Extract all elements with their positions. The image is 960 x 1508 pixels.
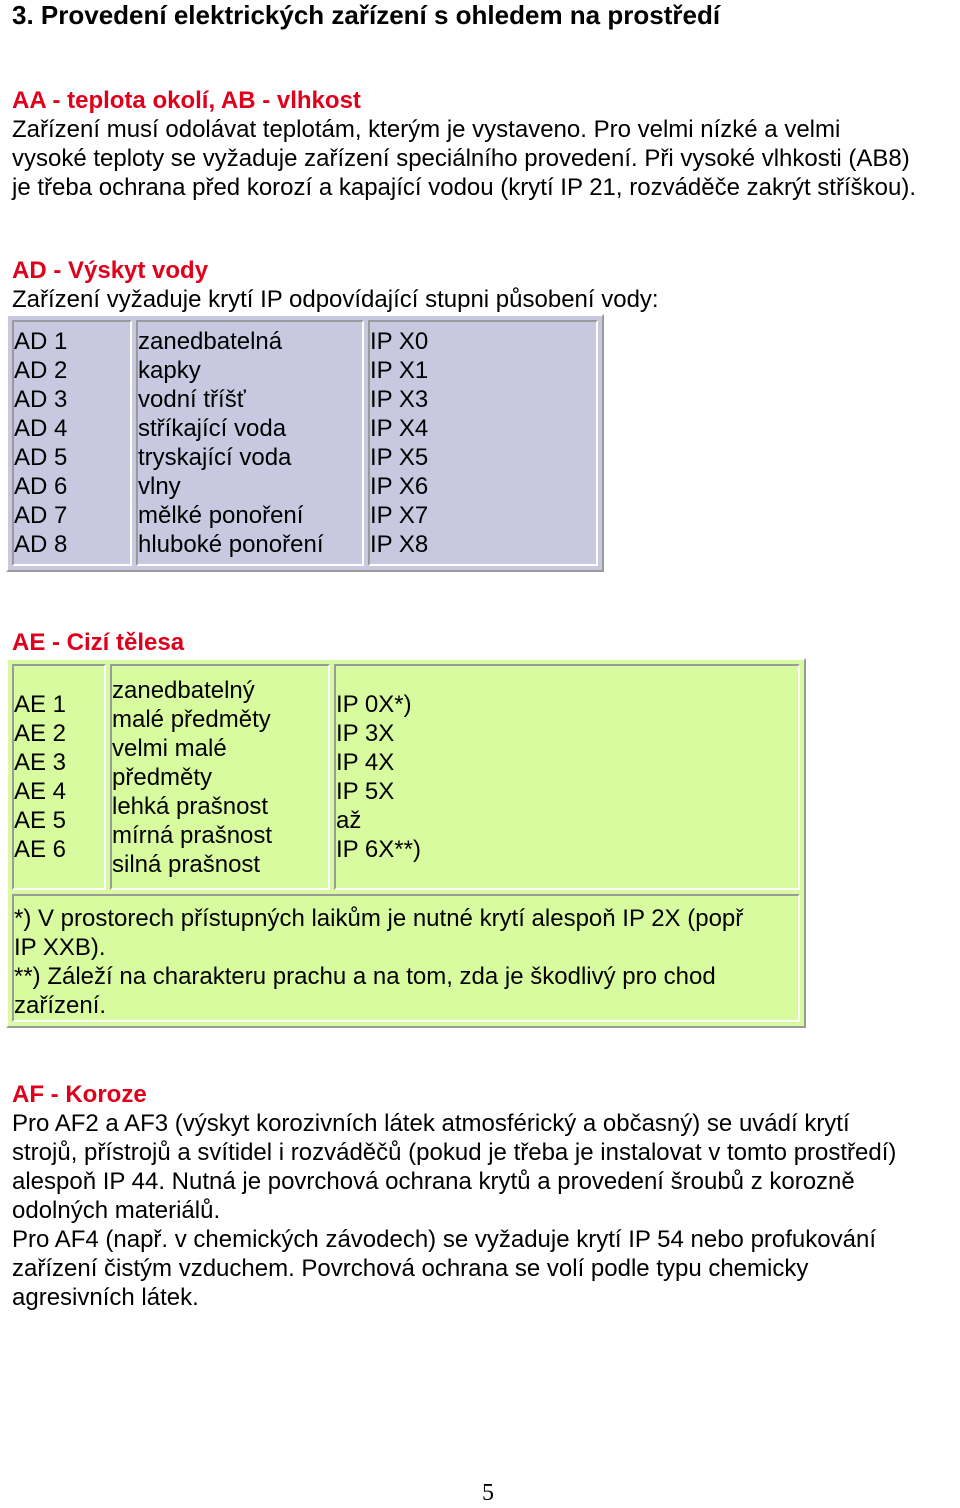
ad-ip-rating: IP X3: [370, 386, 429, 413]
section-heading-aa: AA - teplota okolí, AB - vlhkost: [12, 87, 361, 114]
ae-code: AE 5: [14, 807, 67, 834]
paragraph-line: odolných materiálů.: [12, 1197, 221, 1224]
ae-note-line: zařízení.: [14, 992, 107, 1019]
ad-ip-rating: IP X0: [370, 328, 429, 355]
ad-code: AD 8: [14, 531, 68, 558]
ae-code: AE 4: [14, 778, 67, 805]
ae-description: předměty: [112, 763, 213, 791]
ae-description: malé předměty: [112, 705, 271, 733]
section-intro-ad: Zařízení vyžaduje krytí IP odpovídající stupni působení vody:: [12, 286, 659, 313]
foreign-bodies-table: [6, 658, 806, 1028]
ad-description: zanedbatelná: [138, 328, 283, 355]
ad-description: stříkající voda: [138, 415, 287, 442]
ad-ip-rating: IP X8: [370, 531, 429, 558]
ad-ip-cell: [368, 320, 598, 566]
ae-notes-cell: [12, 894, 800, 1022]
ae-description: velmi malé: [112, 734, 227, 762]
ad-description: mělké ponoření: [138, 502, 304, 529]
paragraph-line: Zařízení musí odolávat teplotám, kterým je vystaveno. Pro velmi nízké a velmi: [12, 116, 841, 143]
section-heading-ad: AD - Výskyt vody: [12, 257, 209, 284]
ad-description: tryskající voda: [138, 444, 292, 471]
paragraph-line: zařízení čistým vzduchem. Povrchová ochrana se volí podle typu chemicky: [12, 1255, 809, 1282]
ad-code: AD 1: [14, 328, 68, 355]
ae-ip-rating: IP 5X: [336, 778, 395, 805]
ae-note-line: **) Záleží na charakteru prachu a na tom, zda je škodlivý pro chod: [14, 963, 716, 990]
ae-ip-rating: IP 3X: [336, 720, 395, 747]
ad-ip-rating: IP X1: [370, 357, 429, 384]
ae-ip-rating: IP 4X: [336, 749, 395, 776]
ae-description: zanedbatelný: [112, 676, 255, 704]
ae-ip-rating: IP 0X*): [336, 691, 412, 718]
ad-code: AD 7: [14, 502, 68, 529]
ae-code: AE 6: [14, 836, 67, 863]
ad-code: AD 2: [14, 357, 68, 384]
paragraph-line: Pro AF4 (např. v chemických závodech) se vyžaduje krytí IP 54 nebo profukování: [12, 1226, 876, 1253]
ae-codes-cell: [12, 664, 106, 890]
ad-codes-cell: [12, 320, 132, 566]
paragraph-line: alespoň IP 44. Nutná je povrchová ochrana krytů a provedení šroubů z korozně: [12, 1168, 855, 1195]
ad-code: AD 6: [14, 473, 68, 500]
ae-note-line: IP XXB).: [14, 934, 106, 961]
paragraph-line: Pro AF2 a AF3 (výskyt korozivních látek atmosférický a občasný) se uvádí krytí: [12, 1110, 850, 1137]
ad-code: AD 4: [14, 415, 68, 442]
ad-code: AD 3: [14, 386, 68, 413]
ad-description: hluboké ponoření: [138, 531, 324, 558]
section-heading-af: AF - Koroze: [12, 1081, 147, 1108]
paragraph-line: agresivních látek.: [12, 1284, 199, 1311]
section-heading-ae: AE - Cizí tělesa: [12, 629, 185, 656]
ad-descriptions-cell: [136, 320, 364, 566]
ae-description: silná prašnost: [112, 850, 261, 878]
ae-code: AE 1: [14, 691, 67, 718]
ae-code: AE 3: [14, 749, 67, 776]
ae-description: mírná prašnost: [112, 821, 273, 849]
ad-ip-rating: IP X7: [370, 502, 429, 529]
ad-code: AD 5: [14, 444, 68, 471]
ad-description: vlny: [138, 473, 181, 500]
ad-ip-rating: IP X4: [370, 415, 429, 442]
page-number: 5: [482, 1480, 494, 1506]
ad-ip-rating: IP X6: [370, 473, 429, 500]
ae-descriptions-cell: [110, 664, 330, 890]
paragraph-line: je třeba ochrana před korozí a kapající vodou (krytí IP 21, rozváděče zakrýt stříškou).: [12, 174, 916, 201]
ad-description: kapky: [138, 357, 201, 384]
ae-ip-rating: až: [336, 807, 362, 834]
ae-ip-rating: IP 6X**): [336, 836, 421, 863]
page-title: 3. Provedení elektrických zařízení s ohledem na prostředí: [12, 0, 721, 30]
water-protection-table: [6, 314, 604, 572]
paragraph-line: vysoké teploty se vyžaduje zařízení speciálního provedení. Při vysoké vlhkosti (AB8): [12, 145, 910, 172]
ae-code: AE 2: [14, 720, 67, 747]
ae-note-line: *) V prostorech přístupných laikům je nutné krytí alespoň IP 2X (popř: [14, 905, 744, 932]
paragraph-line: strojů, přístrojů a svítidel i rozváděčů (pokud je třeba je instalovat v tomto prostředí): [12, 1139, 897, 1166]
ad-description: vodní tříšť: [138, 386, 246, 413]
ad-ip-rating: IP X5: [370, 444, 429, 471]
ae-ip-cell: [334, 664, 800, 890]
ae-description: lehká prašnost: [112, 792, 269, 820]
